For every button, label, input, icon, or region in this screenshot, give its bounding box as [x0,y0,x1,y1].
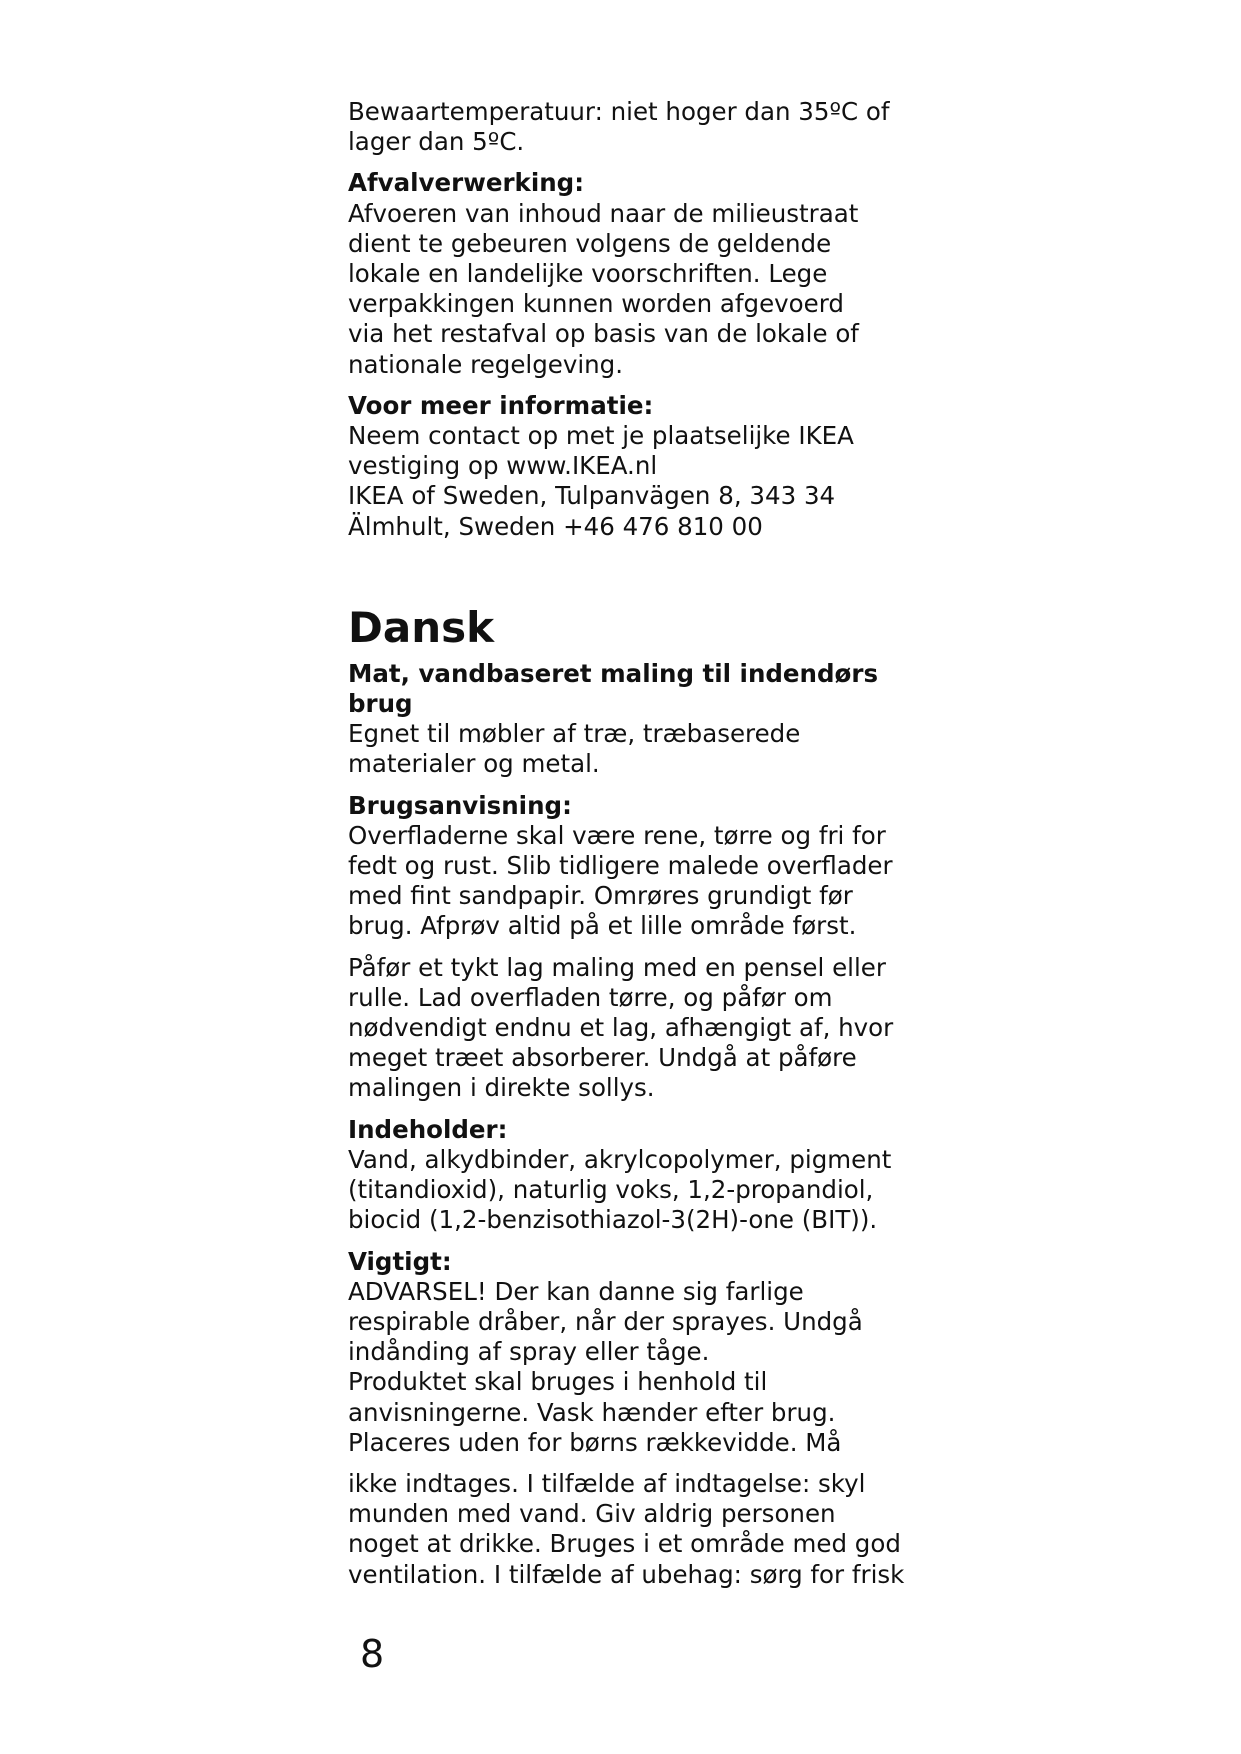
contents-section [348,1115,908,1236]
text-column [348,97,908,1601]
text-line: Placeres uden for børns rækkevidde. Må [348,1427,842,1457]
text-line: materialer og metal. [348,749,600,779]
text-line: via het restafval op basis van de lokale of [348,319,859,349]
text-line: nationale regelgeving. [348,349,623,379]
subtitle-line: Mat, vandbaseret maling til indendørs [348,658,879,688]
waste-section [348,168,908,379]
text-line: med fint sandpapir. Omrøres grundigt før [348,881,853,911]
important-heading: Vigtigt: [348,1246,452,1276]
usage-paragraph-2 [348,953,908,1104]
text-line: rulle. Lad overfladen tørre, og påfør om [348,982,833,1012]
text-line: lokale en landelijke voorschriften. Lege [348,259,828,289]
text-line: noget at drikke. Bruges i et område med god [348,1529,901,1559]
text-line: malingen i direkte sollys. [348,1073,655,1103]
info-section [348,391,908,542]
text-line: nødvendigt endnu et lag, afhængigt af, hvor [348,1013,894,1043]
info-heading: Voor meer informatie: [348,390,654,420]
text-line: meget træet absorberer. Undgå at påføre [348,1043,857,1073]
text-line: Produktet skal bruges i henhold til [348,1367,768,1397]
text-line: anvisningerne. Vask hænder efter brug. [348,1397,836,1427]
language-title: Dansk [348,602,495,652]
text-line: Bewaartemperatuur: niet hoger dan 35ºC of [348,97,890,126]
text-line: (titandioxid), naturlig voks, 1,2-propandiol, [348,1175,874,1205]
text-line: fedt og rust. Slib tidligere malede overflader [348,851,893,881]
usage-heading: Brugsanvisning: [348,790,572,820]
text-line: ventilation. I tilfælde af ubehag: sørg for frisk [348,1559,905,1589]
text-line: ikke indtages. I tilfælde af indtagelse: skyl [348,1468,866,1498]
text-line: Egnet til møbler af træ, træbaserede [348,719,801,749]
contents-heading: Indeholder: [348,1114,508,1144]
text-line: Älmhult, Sweden +46 476 810 00 [348,511,763,541]
text-line: munden med vand. Giv aldrig personen [348,1499,836,1529]
text-line: Afvoeren van inhoud naar de milieustraat [348,198,859,228]
text-line: dient te gebeuren volgens de geldende [348,228,832,258]
text-line: Påfør et tykt lag maling med en pensel eller [348,952,886,982]
text-line: brug. Afprøv altid på et lille område først. [348,911,857,941]
text-line: Overfladerne skal være rene, tørre og fri for [348,820,886,850]
storage-paragraph [348,97,908,157]
text-line: vestiging op www.IKEA.nl [348,451,658,481]
usage-section [348,791,908,942]
subtitle-line: brug [348,689,413,719]
page-number: 8 [360,1632,385,1676]
waste-heading: Afvalverwerking: [348,168,584,198]
text-line: indånding af spray eller tåge. [348,1337,710,1367]
text-line: IKEA of Sweden, Tulpanvägen 8, 343 34 [348,481,836,511]
text-line: Vand, alkydbinder, akrylcopolymer, pigment [348,1144,892,1174]
text-line: biocid (1,2-benzisothiazol-3(2H)-one (BIT)). [348,1205,878,1235]
important-paragraph-2 [348,1469,908,1590]
important-section [348,1247,908,1458]
text-line: verpakkingen kunnen worden afgevoerd [348,289,844,319]
text-line: ADVARSEL! Der kan danne sig farlige [348,1276,804,1306]
product-subtitle [348,659,908,780]
text-line: respirable dråber, når der sprayes. Undgå [348,1306,863,1336]
text-line: lager dan 5ºC. [348,127,525,157]
text-line: Neem contact op met je plaatselijke IKEA [348,421,854,451]
